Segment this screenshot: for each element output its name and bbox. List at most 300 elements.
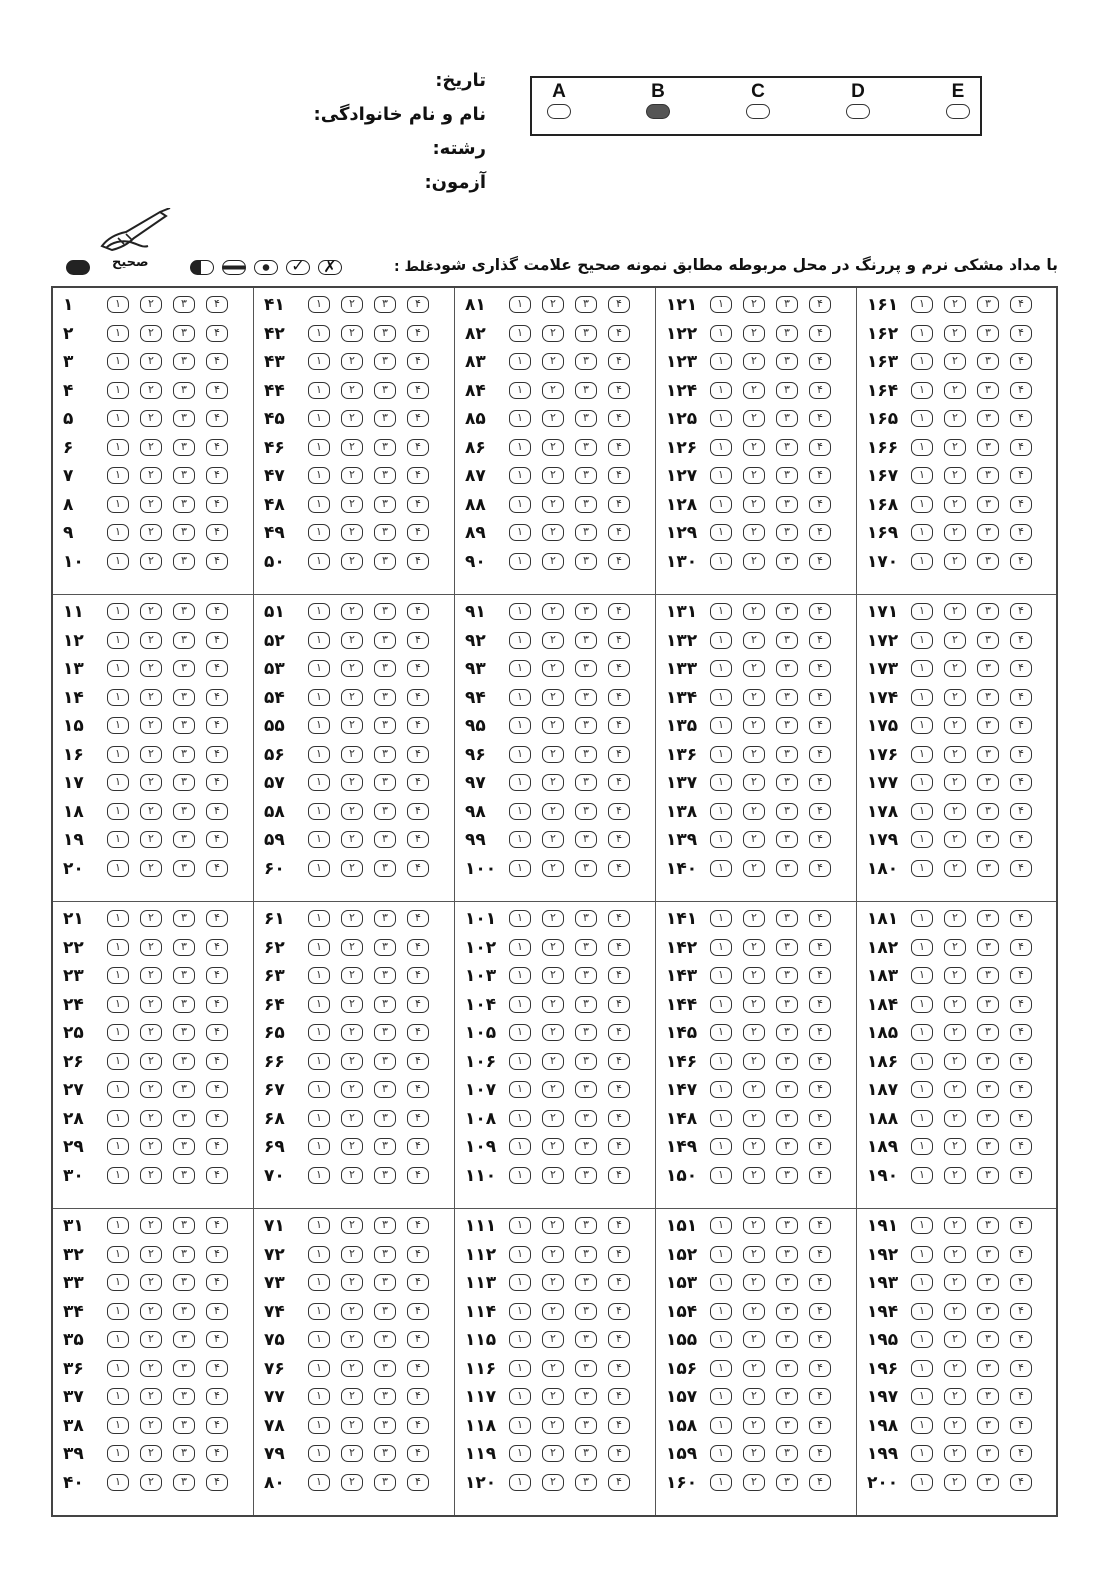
answer-bubble[interactable]: ۳ [575, 1445, 597, 1462]
answer-bubble[interactable]: ۲ [542, 1417, 564, 1434]
answer-bubble[interactable]: ۳ [575, 382, 597, 399]
answer-bubble[interactable]: ۱ [107, 410, 129, 427]
answer-bubble[interactable]: ۳ [977, 1331, 999, 1348]
answer-bubble[interactable]: ۳ [977, 717, 999, 734]
answer-bubble[interactable]: ۴ [1010, 1110, 1032, 1127]
answer-bubble[interactable]: ۳ [776, 803, 798, 820]
answer-bubble[interactable]: ۴ [1010, 1331, 1032, 1348]
answer-bubble[interactable]: ۱ [911, 803, 933, 820]
answer-bubble[interactable]: ۴ [809, 831, 831, 848]
answer-bubble[interactable]: ۴ [809, 1081, 831, 1098]
answer-bubble[interactable]: ۴ [608, 1360, 630, 1377]
answer-bubble[interactable]: ۳ [575, 1274, 597, 1291]
answer-bubble[interactable]: ۳ [374, 1303, 396, 1320]
answer-bubble[interactable]: ۳ [575, 296, 597, 313]
answer-bubble[interactable]: ۲ [944, 439, 966, 456]
answer-bubble[interactable]: ۴ [809, 603, 831, 620]
answer-bubble[interactable]: ۲ [743, 410, 765, 427]
answer-bubble[interactable]: ۴ [809, 1138, 831, 1155]
answer-bubble[interactable]: ۳ [977, 967, 999, 984]
answer-bubble[interactable]: ۲ [140, 382, 162, 399]
answer-bubble[interactable]: ۱ [107, 1331, 129, 1348]
answer-bubble[interactable]: ۱ [107, 803, 129, 820]
answer-bubble[interactable]: ۲ [542, 353, 564, 370]
answer-bubble[interactable]: ۳ [575, 1081, 597, 1098]
answer-bubble[interactable]: ۳ [374, 603, 396, 620]
answer-bubble[interactable]: ۱ [509, 1110, 531, 1127]
answer-bubble[interactable]: ۳ [374, 1217, 396, 1234]
answer-bubble[interactable]: ۳ [374, 967, 396, 984]
answer-bubble[interactable]: ۴ [206, 1331, 228, 1348]
answer-bubble[interactable]: ۱ [911, 1417, 933, 1434]
version-option-d[interactable] [843, 82, 873, 119]
answer-bubble[interactable]: ۳ [977, 467, 999, 484]
answer-bubble[interactable]: ۴ [809, 803, 831, 820]
answer-bubble[interactable]: ۱ [911, 382, 933, 399]
answer-bubble[interactable]: ۲ [140, 1024, 162, 1041]
answer-bubble[interactable]: ۱ [308, 1024, 330, 1041]
answer-bubble[interactable]: ۱ [710, 831, 732, 848]
answer-bubble[interactable]: ۱ [509, 967, 531, 984]
answer-bubble[interactable]: ۱ [308, 689, 330, 706]
answer-bubble[interactable]: ۳ [575, 1024, 597, 1041]
answer-bubble[interactable]: ۴ [407, 1388, 429, 1405]
answer-bubble[interactable]: ۴ [206, 1417, 228, 1434]
answer-bubble[interactable]: ۱ [710, 1024, 732, 1041]
answer-bubble[interactable]: ۴ [1010, 496, 1032, 513]
answer-bubble[interactable]: ۱ [911, 1024, 933, 1041]
answer-bubble[interactable]: ۳ [173, 910, 195, 927]
answer-bubble[interactable]: ۲ [944, 1081, 966, 1098]
answer-bubble[interactable]: ۴ [1010, 1360, 1032, 1377]
answer-bubble[interactable]: ۲ [944, 774, 966, 791]
answer-bubble[interactable]: ۳ [776, 967, 798, 984]
answer-bubble[interactable]: ۴ [407, 1217, 429, 1234]
answer-bubble[interactable]: ۳ [173, 296, 195, 313]
answer-bubble[interactable]: ۳ [977, 746, 999, 763]
answer-bubble[interactable]: ۳ [977, 439, 999, 456]
answer-bubble[interactable]: ۱ [509, 524, 531, 541]
answer-bubble[interactable]: ۳ [173, 382, 195, 399]
answer-bubble[interactable]: ۲ [542, 1053, 564, 1070]
answer-bubble[interactable]: ۳ [374, 1138, 396, 1155]
answer-bubble[interactable]: ۲ [743, 1445, 765, 1462]
answer-bubble[interactable]: ۴ [809, 1167, 831, 1184]
answer-bubble[interactable]: ۴ [608, 410, 630, 427]
answer-bubble[interactable]: ۲ [542, 910, 564, 927]
answer-bubble[interactable]: ۲ [743, 831, 765, 848]
answer-bubble[interactable]: ۲ [341, 603, 363, 620]
answer-bubble[interactable]: ۴ [1010, 860, 1032, 877]
answer-bubble[interactable]: ۳ [374, 1445, 396, 1462]
answer-bubble[interactable]: ۲ [341, 831, 363, 848]
answer-bubble[interactable]: ۳ [374, 1360, 396, 1377]
answer-bubble[interactable]: ۱ [107, 1053, 129, 1070]
answer-bubble[interactable]: ۳ [977, 831, 999, 848]
answer-bubble[interactable]: ۴ [206, 325, 228, 342]
answer-bubble[interactable]: ۲ [542, 410, 564, 427]
answer-bubble[interactable]: ۴ [407, 910, 429, 927]
answer-bubble[interactable]: ۱ [911, 996, 933, 1013]
answer-bubble[interactable]: ۱ [710, 1445, 732, 1462]
answer-bubble[interactable]: ۴ [407, 660, 429, 677]
answer-bubble[interactable]: ۲ [140, 1217, 162, 1234]
answer-bubble[interactable]: ۴ [1010, 1445, 1032, 1462]
answer-bubble[interactable]: ۱ [308, 967, 330, 984]
answer-bubble[interactable]: ۲ [944, 467, 966, 484]
answer-bubble[interactable]: ۱ [107, 603, 129, 620]
answer-bubble[interactable]: ۱ [710, 689, 732, 706]
answer-bubble[interactable]: ۴ [407, 996, 429, 1013]
answer-bubble[interactable]: ۳ [575, 496, 597, 513]
answer-bubble[interactable]: ۴ [206, 1081, 228, 1098]
answer-bubble[interactable]: ۳ [374, 860, 396, 877]
answer-bubble[interactable]: ۱ [308, 1274, 330, 1291]
answer-bubble[interactable]: ۱ [710, 1474, 732, 1491]
answer-bubble[interactable]: ۲ [944, 325, 966, 342]
answer-bubble[interactable]: ۲ [542, 325, 564, 342]
answer-bubble[interactable]: ۲ [542, 1474, 564, 1491]
answer-bubble[interactable]: ۱ [911, 967, 933, 984]
answer-bubble[interactable]: ۱ [308, 439, 330, 456]
answer-bubble[interactable]: ۱ [308, 632, 330, 649]
answer-bubble[interactable]: ۴ [608, 660, 630, 677]
answer-bubble[interactable]: ۲ [542, 996, 564, 1013]
answer-bubble[interactable]: ۴ [206, 746, 228, 763]
answer-bubble[interactable]: ۳ [575, 439, 597, 456]
answer-bubble[interactable]: ۴ [1010, 1474, 1032, 1491]
answer-bubble[interactable]: ۲ [140, 1445, 162, 1462]
answer-bubble[interactable]: ۳ [977, 1024, 999, 1041]
answer-bubble[interactable]: ۴ [206, 382, 228, 399]
answer-bubble[interactable]: ۱ [509, 1138, 531, 1155]
answer-bubble[interactable]: ۴ [1010, 325, 1032, 342]
answer-bubble[interactable]: ۱ [107, 296, 129, 313]
answer-bubble[interactable]: ۴ [809, 439, 831, 456]
answer-bubble[interactable]: ۴ [608, 967, 630, 984]
answer-bubble[interactable]: ۱ [509, 296, 531, 313]
answer-bubble[interactable]: ۴ [407, 1167, 429, 1184]
answer-bubble[interactable]: ۲ [542, 1303, 564, 1320]
answer-bubble[interactable]: ۳ [173, 939, 195, 956]
answer-bubble[interactable]: ۴ [1010, 746, 1032, 763]
answer-bubble[interactable]: ۳ [173, 553, 195, 570]
answer-bubble[interactable]: ۲ [140, 632, 162, 649]
answer-bubble[interactable]: ۳ [575, 1110, 597, 1127]
answer-bubble[interactable]: ۳ [575, 831, 597, 848]
answer-bubble[interactable]: ۳ [173, 1274, 195, 1291]
answer-bubble[interactable]: ۴ [608, 831, 630, 848]
answer-bubble[interactable]: ۱ [308, 860, 330, 877]
answer-bubble[interactable]: ۲ [743, 1331, 765, 1348]
answer-bubble[interactable]: ۴ [809, 1388, 831, 1405]
answer-bubble[interactable]: ۳ [776, 1474, 798, 1491]
answer-bubble[interactable]: ۳ [173, 1417, 195, 1434]
answer-bubble[interactable]: ۴ [206, 1474, 228, 1491]
answer-bubble[interactable]: ۲ [341, 774, 363, 791]
answer-bubble[interactable]: ۱ [710, 439, 732, 456]
answer-bubble[interactable]: ۳ [173, 717, 195, 734]
answer-bubble[interactable]: ۴ [1010, 467, 1032, 484]
answer-bubble[interactable]: ۳ [977, 1474, 999, 1491]
answer-bubble[interactable]: ۲ [542, 660, 564, 677]
answer-bubble[interactable]: ۴ [206, 1167, 228, 1184]
answer-bubble[interactable]: ۳ [173, 632, 195, 649]
answer-bubble[interactable]: ۴ [1010, 410, 1032, 427]
answer-bubble[interactable]: ۲ [140, 1138, 162, 1155]
answer-bubble[interactable]: ۲ [140, 860, 162, 877]
answer-bubble[interactable]: ۳ [776, 996, 798, 1013]
answer-bubble[interactable]: ۱ [710, 910, 732, 927]
answer-bubble[interactable]: ۱ [107, 831, 129, 848]
answer-bubble[interactable]: ۳ [575, 1331, 597, 1348]
answer-bubble[interactable]: ۳ [776, 1331, 798, 1348]
answer-bubble[interactable]: ۲ [341, 1110, 363, 1127]
answer-bubble[interactable]: ۱ [710, 996, 732, 1013]
answer-bubble[interactable]: ۲ [944, 746, 966, 763]
answer-bubble[interactable]: ۲ [341, 1053, 363, 1070]
answer-bubble[interactable]: ۴ [608, 353, 630, 370]
version-bubble-selected[interactable] [646, 104, 670, 119]
answer-bubble[interactable]: ۲ [140, 1474, 162, 1491]
answer-bubble[interactable]: ۳ [374, 689, 396, 706]
answer-bubble[interactable]: ۱ [710, 382, 732, 399]
answer-bubble[interactable]: ۴ [407, 382, 429, 399]
answer-bubble[interactable]: ۱ [107, 1474, 129, 1491]
answer-bubble[interactable]: ۴ [206, 632, 228, 649]
answer-bubble[interactable]: ۲ [140, 1417, 162, 1434]
answer-bubble[interactable]: ۴ [809, 467, 831, 484]
answer-bubble[interactable]: ۳ [173, 1445, 195, 1462]
answer-bubble[interactable]: ۲ [743, 803, 765, 820]
answer-bubble[interactable]: ۴ [206, 831, 228, 848]
answer-bubble[interactable]: ۴ [608, 1217, 630, 1234]
answer-bubble[interactable]: ۴ [1010, 1138, 1032, 1155]
answer-bubble[interactable]: ۱ [107, 632, 129, 649]
answer-bubble[interactable]: ۴ [809, 1217, 831, 1234]
answer-bubble[interactable]: ۳ [173, 1303, 195, 1320]
answer-bubble[interactable]: ۳ [173, 746, 195, 763]
answer-bubble[interactable]: ۴ [206, 689, 228, 706]
answer-bubble[interactable]: ۴ [206, 717, 228, 734]
answer-bubble[interactable]: ۱ [308, 717, 330, 734]
answer-bubble[interactable]: ۱ [911, 296, 933, 313]
answer-bubble[interactable]: ۲ [542, 1167, 564, 1184]
answer-bubble[interactable]: ۱ [911, 1274, 933, 1291]
answer-bubble[interactable]: ۳ [977, 382, 999, 399]
answer-bubble[interactable]: ۴ [206, 1274, 228, 1291]
answer-bubble[interactable]: ۱ [107, 939, 129, 956]
answer-bubble[interactable]: ۲ [341, 717, 363, 734]
answer-bubble[interactable]: ۲ [944, 910, 966, 927]
answer-bubble[interactable]: ۲ [743, 1274, 765, 1291]
answer-bubble[interactable]: ۲ [140, 967, 162, 984]
answer-bubble[interactable]: ۳ [173, 439, 195, 456]
answer-bubble[interactable]: ۳ [374, 996, 396, 1013]
answer-bubble[interactable]: ۱ [710, 939, 732, 956]
answer-bubble[interactable]: ۲ [944, 660, 966, 677]
answer-bubble[interactable]: ۱ [509, 553, 531, 570]
answer-bubble[interactable]: ۱ [911, 660, 933, 677]
answer-bubble[interactable]: ۱ [107, 1138, 129, 1155]
answer-bubble[interactable]: ۳ [173, 353, 195, 370]
answer-bubble[interactable]: ۱ [107, 1388, 129, 1405]
answer-bubble[interactable]: ۲ [140, 910, 162, 927]
answer-bubble[interactable]: ۳ [575, 1474, 597, 1491]
answer-bubble[interactable]: ۳ [977, 296, 999, 313]
answer-bubble[interactable]: ۲ [743, 439, 765, 456]
answer-bubble[interactable]: ۲ [944, 717, 966, 734]
answer-bubble[interactable]: ۲ [743, 325, 765, 342]
answer-bubble[interactable]: ۳ [575, 1053, 597, 1070]
answer-bubble[interactable]: ۳ [575, 1167, 597, 1184]
answer-bubble[interactable]: ۱ [911, 1217, 933, 1234]
answer-bubble[interactable]: ۱ [308, 1417, 330, 1434]
answer-bubble[interactable]: ۱ [911, 1110, 933, 1127]
answer-bubble[interactable]: ۱ [107, 524, 129, 541]
answer-bubble[interactable]: ۱ [710, 1081, 732, 1098]
answer-bubble[interactable]: ۱ [710, 1053, 732, 1070]
answer-bubble[interactable]: ۴ [407, 1445, 429, 1462]
answer-bubble[interactable]: ۱ [308, 296, 330, 313]
answer-bubble[interactable]: ۴ [407, 1274, 429, 1291]
version-option-b[interactable] [643, 82, 673, 119]
answer-bubble[interactable]: ۴ [608, 746, 630, 763]
answer-bubble[interactable]: ۳ [776, 660, 798, 677]
answer-bubble[interactable]: ۴ [608, 325, 630, 342]
answer-bubble[interactable]: ۱ [911, 689, 933, 706]
answer-bubble[interactable]: ۲ [944, 1246, 966, 1263]
answer-bubble[interactable]: ۱ [509, 467, 531, 484]
answer-bubble[interactable]: ۴ [1010, 910, 1032, 927]
answer-bubble[interactable]: ۳ [173, 325, 195, 342]
answer-bubble[interactable]: ۲ [944, 296, 966, 313]
answer-bubble[interactable]: ۱ [911, 746, 933, 763]
answer-bubble[interactable]: ۲ [140, 603, 162, 620]
answer-bubble[interactable]: ۴ [206, 660, 228, 677]
answer-bubble[interactable]: ۲ [542, 717, 564, 734]
answer-bubble[interactable]: ۱ [509, 1417, 531, 1434]
answer-bubble[interactable]: ۱ [107, 467, 129, 484]
answer-bubble[interactable]: ۴ [1010, 939, 1032, 956]
answer-bubble[interactable]: ۱ [308, 910, 330, 927]
answer-bubble[interactable]: ۴ [608, 803, 630, 820]
answer-bubble[interactable]: ۳ [977, 910, 999, 927]
answer-bubble[interactable]: ۱ [710, 353, 732, 370]
answer-bubble[interactable]: ۱ [308, 553, 330, 570]
answer-bubble[interactable]: ۲ [743, 689, 765, 706]
answer-bubble[interactable]: ۴ [608, 910, 630, 927]
answer-bubble[interactable]: ۱ [308, 774, 330, 791]
answer-bubble[interactable]: ۱ [911, 467, 933, 484]
answer-bubble[interactable]: ۱ [911, 1138, 933, 1155]
answer-bubble[interactable]: ۲ [542, 1138, 564, 1155]
answer-bubble[interactable]: ۴ [608, 717, 630, 734]
answer-bubble[interactable]: ۱ [107, 1360, 129, 1377]
answer-bubble[interactable]: ۳ [173, 410, 195, 427]
answer-bubble[interactable]: ۳ [173, 774, 195, 791]
answer-bubble[interactable]: ۴ [407, 524, 429, 541]
answer-bubble[interactable]: ۴ [407, 1360, 429, 1377]
answer-bubble[interactable]: ۱ [710, 774, 732, 791]
answer-bubble[interactable]: ۴ [407, 1110, 429, 1127]
answer-bubble[interactable]: ۲ [341, 803, 363, 820]
answer-bubble[interactable]: ۴ [608, 553, 630, 570]
answer-bubble[interactable]: ۲ [140, 467, 162, 484]
answer-bubble[interactable]: ۳ [977, 1388, 999, 1405]
answer-bubble[interactable]: ۳ [977, 860, 999, 877]
answer-bubble[interactable]: ۱ [107, 1417, 129, 1434]
answer-bubble[interactable]: ۱ [911, 325, 933, 342]
answer-bubble[interactable]: ۱ [911, 1303, 933, 1320]
answer-bubble[interactable]: ۳ [776, 353, 798, 370]
answer-bubble[interactable]: ۱ [107, 325, 129, 342]
answer-bubble[interactable]: ۲ [542, 467, 564, 484]
answer-bubble[interactable]: ۲ [542, 1445, 564, 1462]
answer-bubble[interactable]: ۳ [173, 603, 195, 620]
answer-bubble[interactable]: ۴ [608, 382, 630, 399]
answer-bubble[interactable]: ۲ [140, 831, 162, 848]
answer-bubble[interactable]: ۳ [776, 774, 798, 791]
answer-bubble[interactable]: ۴ [608, 996, 630, 1013]
answer-bubble[interactable]: ۲ [542, 774, 564, 791]
answer-bubble[interactable]: ۱ [710, 410, 732, 427]
answer-bubble[interactable]: ۱ [107, 1217, 129, 1234]
answer-bubble[interactable]: ۳ [977, 1053, 999, 1070]
answer-bubble[interactable]: ۲ [542, 689, 564, 706]
answer-bubble[interactable]: ۲ [944, 603, 966, 620]
answer-bubble[interactable]: ۴ [407, 1246, 429, 1263]
answer-bubble[interactable]: ۳ [374, 1274, 396, 1291]
answer-bubble[interactable]: ۱ [911, 496, 933, 513]
answer-bubble[interactable]: ۴ [407, 632, 429, 649]
answer-bubble[interactable]: ۴ [407, 553, 429, 570]
answer-bubble[interactable]: ۴ [1010, 603, 1032, 620]
answer-bubble[interactable]: ۱ [911, 939, 933, 956]
answer-bubble[interactable]: ۲ [743, 774, 765, 791]
answer-bubble[interactable]: ۳ [575, 774, 597, 791]
answer-bubble[interactable]: ۱ [107, 660, 129, 677]
answer-bubble[interactable]: ۲ [944, 1138, 966, 1155]
answer-bubble[interactable]: ۱ [710, 1388, 732, 1405]
answer-bubble[interactable]: ۲ [341, 660, 363, 677]
answer-bubble[interactable]: ۴ [407, 410, 429, 427]
answer-bubble[interactable]: ۱ [308, 353, 330, 370]
answer-bubble[interactable]: ۲ [140, 803, 162, 820]
answer-bubble[interactable]: ۴ [608, 496, 630, 513]
answer-bubble[interactable]: ۲ [341, 746, 363, 763]
answer-bubble[interactable]: ۳ [575, 1217, 597, 1234]
answer-bubble[interactable]: ۴ [809, 746, 831, 763]
answer-bubble[interactable]: ۳ [575, 717, 597, 734]
answer-bubble[interactable]: ۱ [710, 553, 732, 570]
answer-bubble[interactable]: ۴ [809, 1417, 831, 1434]
answer-bubble[interactable]: ۴ [809, 553, 831, 570]
answer-bubble[interactable]: ۳ [977, 553, 999, 570]
answer-bubble[interactable]: ۴ [809, 860, 831, 877]
answer-bubble[interactable]: ۳ [776, 1274, 798, 1291]
answer-bubble[interactable]: ۳ [977, 1081, 999, 1098]
answer-bubble[interactable]: ۱ [308, 1110, 330, 1127]
answer-bubble[interactable]: ۴ [206, 439, 228, 456]
answer-bubble[interactable]: ۱ [308, 1246, 330, 1263]
answer-bubble[interactable]: ۴ [608, 1167, 630, 1184]
answer-bubble[interactable]: ۱ [107, 860, 129, 877]
answer-bubble[interactable]: ۳ [776, 553, 798, 570]
answer-bubble[interactable]: ۴ [608, 439, 630, 456]
answer-bubble[interactable]: ۴ [1010, 1217, 1032, 1234]
answer-bubble[interactable]: ۱ [308, 325, 330, 342]
